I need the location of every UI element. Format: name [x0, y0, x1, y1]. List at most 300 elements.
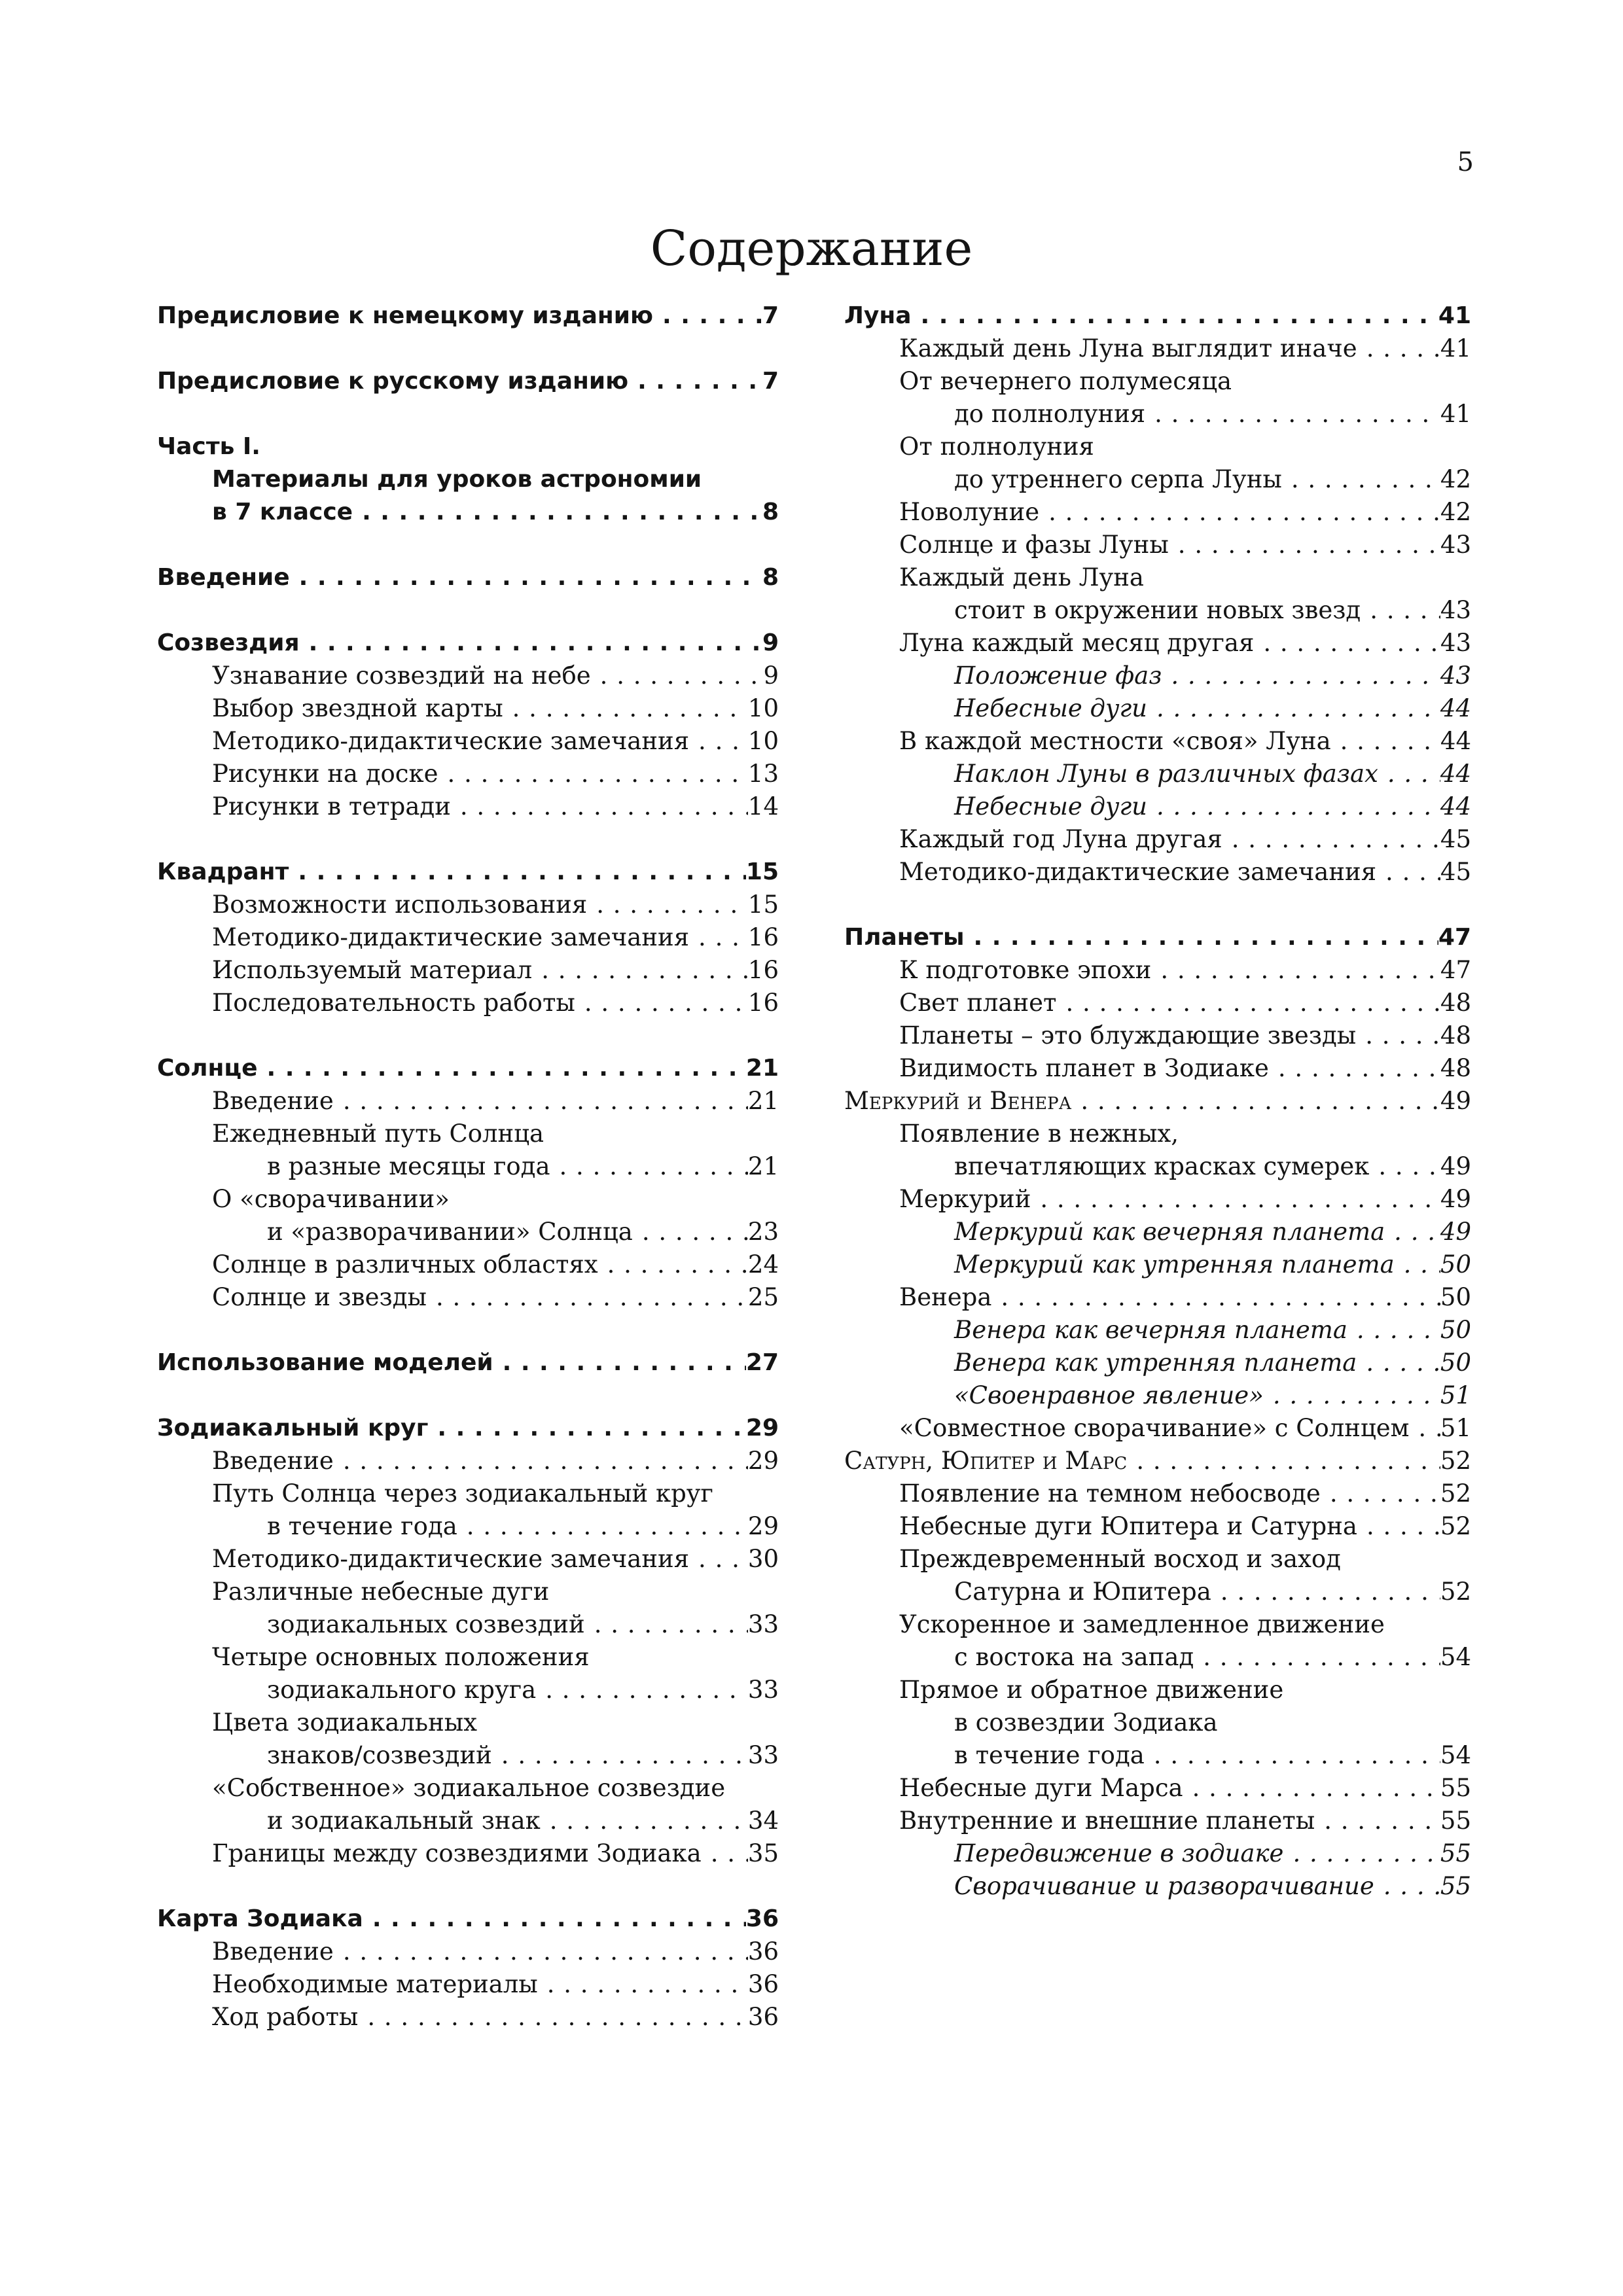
toc-entry [844, 1870, 1471, 1903]
toc-entry [157, 1150, 779, 1183]
toc-entry-page: 49 [1440, 1087, 1471, 1115]
toc-entry [844, 1543, 1471, 1576]
toc-entry-page: 55 [1440, 1807, 1471, 1835]
toc-entry-title: Путь Солнца через зодиакальный круг [212, 1479, 713, 1508]
toc-entry-title: Рисунки на доске [212, 760, 438, 788]
toc-dot-leader [591, 660, 764, 692]
toc-entry-title: Карта Зодиака [157, 1905, 363, 1932]
toc-entry-page: 43 [1440, 596, 1471, 624]
toc-entry [844, 1772, 1471, 1805]
toc-entry [844, 1805, 1471, 1837]
toc-dot-leader [1331, 725, 1440, 758]
toc-entry-title: в течение года [954, 1741, 1145, 1769]
toc-dot-leader [536, 1674, 748, 1706]
toc-entry [157, 1739, 779, 1772]
toc-entry-title: Наклон Луны в различных фазах [954, 760, 1378, 788]
toc-dot-leader [1282, 463, 1440, 496]
toc-entry-title: Преждевременный восход и заход [899, 1545, 1341, 1573]
toc-entry-title: знаков/созвездий [267, 1741, 492, 1769]
toc-dot-leader [532, 954, 748, 987]
toc-entry-page: 33 [747, 1676, 779, 1704]
toc-entry-title: Меркурий [899, 1185, 1031, 1213]
toc-entry [844, 1674, 1471, 1706]
page-number: 5 [1457, 147, 1474, 177]
toc-entry-title: Планеты [844, 924, 965, 951]
toc-dot-leader [503, 692, 748, 725]
toc-entry [157, 1183, 779, 1216]
toc-dot-leader [457, 1510, 748, 1543]
toc-dot-leader [575, 987, 748, 1019]
toc-dot-leader [1321, 1477, 1440, 1510]
toc-entry [157, 1248, 779, 1281]
toc-dot-leader [1057, 987, 1440, 1019]
toc-entry-page: 48 [1440, 989, 1471, 1017]
toc-entry [844, 725, 1471, 758]
toc-dot-leader [289, 856, 746, 889]
toc-dot-leader [1147, 790, 1440, 823]
toc-entry-title: Используемый материал [212, 956, 533, 984]
toc-entry-title: Каждый день Луна выглядит иначе [899, 334, 1357, 362]
toc-entry-title: зодиакального круга [267, 1676, 537, 1704]
toc-entry [844, 1576, 1471, 1608]
toc-right-column [844, 300, 1471, 1903]
toc-entry-page: 47 [1438, 924, 1471, 951]
toc-entry-page: 10 [747, 727, 779, 755]
toc-entry-page: 30 [747, 1545, 779, 1573]
toc-dot-leader [702, 1837, 748, 1870]
toc-entry-page: 54 [1440, 1741, 1471, 1769]
toc-entry-title: Предисловие к русскому изданию [157, 368, 629, 395]
toc-entry-title: Небесные дуги [954, 792, 1147, 821]
toc-entry-title: О «сворачивании» [212, 1185, 450, 1213]
toc-dot-leader [363, 1903, 746, 1935]
toc-entry-page: 23 [747, 1218, 779, 1246]
toc-entry [157, 1641, 779, 1674]
toc-entry-title: В каждой местности «своя» Луна [899, 727, 1331, 755]
toc-entry-page: 47 [1440, 956, 1471, 984]
toc-entry [844, 496, 1471, 529]
toc-entry-title: Внутренние и внешние планеты [899, 1807, 1315, 1835]
toc-entry-title: с востока на запад [954, 1643, 1194, 1671]
toc-dot-leader [334, 1085, 748, 1118]
toc-entry [157, 692, 779, 725]
toc-entry-title: Меркурий как утренняя планета [954, 1250, 1395, 1279]
toc-entry [157, 1412, 779, 1445]
toc-entry-page: 49 [1440, 1185, 1471, 1213]
toc-entry [844, 1510, 1471, 1543]
toc-dot-leader [1071, 1085, 1440, 1118]
toc-dot-leader [1183, 1772, 1440, 1805]
toc-entry-page: 35 [747, 1839, 779, 1867]
toc-entry [157, 856, 779, 889]
toc-entry [844, 1248, 1471, 1281]
toc-dot-leader [1369, 1150, 1440, 1183]
toc-entry [844, 954, 1471, 987]
toc-entry [844, 332, 1471, 365]
toc-entry-title: стоит в окружении новых звезд [954, 596, 1361, 624]
toc-entry-title: Каждый год Луна другая [899, 825, 1222, 853]
toc-entry-page: 48 [1440, 1054, 1471, 1082]
toc-entry [157, 1445, 779, 1477]
toc-entry-page: 43 [1440, 531, 1471, 559]
toc-entry-title: «Своенравное явление» [954, 1381, 1264, 1409]
toc-entry-title: Солнце в различных областях [212, 1250, 598, 1279]
toc-entry [844, 398, 1471, 431]
toc-dot-leader [1145, 1739, 1440, 1772]
toc-entry-page: 25 [747, 1283, 779, 1311]
toc-entry [844, 1085, 1471, 1118]
toc-entry [157, 889, 779, 921]
toc-entry [844, 561, 1471, 594]
toc-entry [844, 529, 1471, 561]
toc-entry [157, 1216, 779, 1248]
toc-entry [844, 1608, 1471, 1641]
toc-entry-page: 21 [747, 1152, 779, 1180]
toc-entry-page: 29 [747, 1447, 779, 1475]
toc-entry [844, 1118, 1471, 1150]
toc-entry [157, 1118, 779, 1150]
toc-entry-page: 55 [1440, 1872, 1471, 1900]
toc-dot-leader [689, 1543, 748, 1576]
toc-dot-leader [428, 1412, 745, 1445]
toc-entry [844, 856, 1471, 889]
toc-entry-page: 50 [1440, 1316, 1471, 1344]
toc-entry-page: 29 [747, 1512, 779, 1540]
toc-entry-title: От полнолуния [899, 433, 1094, 461]
toc-entry-title: Последовательность работы [212, 989, 575, 1017]
toc-entry-page: 29 [745, 1415, 779, 1441]
toc-entry [157, 1052, 779, 1085]
toc-entry [157, 1510, 779, 1543]
toc-entry-title: Методико-дидактические замечания [212, 923, 690, 951]
toc-entry-page: 15 [745, 858, 779, 885]
toc-entry-page: 36 [747, 1970, 779, 1998]
toc-entry-title: Введение [212, 1937, 334, 1966]
toc-entry [844, 1347, 1471, 1379]
toc-dot-leader [965, 921, 1438, 954]
toc-entry-page: 41 [1440, 334, 1471, 362]
toc-entry-page: 55 [1440, 1839, 1471, 1867]
toc-entry-title: и зодиакальный знак [267, 1807, 541, 1835]
toc-entry [157, 954, 779, 987]
toc-entry-page: 45 [1440, 858, 1471, 886]
toc-entry-page: 52 [1440, 1512, 1471, 1540]
toc-entry [844, 1052, 1471, 1085]
toc-entry [157, 1772, 779, 1805]
toc-entry [844, 660, 1471, 692]
toc-entry-title: Различные небесные дуги [212, 1578, 550, 1606]
toc-entry-title: Меркурий как вечерняя планета [954, 1218, 1385, 1246]
toc-entry [844, 823, 1471, 856]
toc-entry-page: 36 [747, 1937, 779, 1966]
toc-entry [157, 1674, 779, 1706]
toc-entry-page: 52 [1440, 1447, 1471, 1475]
toc-entry [844, 1445, 1471, 1477]
toc-entry [844, 1183, 1471, 1216]
toc-entry-page: 34 [747, 1807, 779, 1835]
toc-dot-leader [1145, 398, 1440, 431]
toc-dot-leader [538, 1968, 748, 2001]
toc-dot-leader [334, 1445, 748, 1477]
toc-entry [844, 1641, 1471, 1674]
toc-entry-page: 15 [747, 891, 779, 919]
toc-entry [157, 921, 779, 954]
toc-dot-leader [1222, 823, 1440, 856]
toc-entry-title: Квадрант [157, 858, 289, 885]
toc-entry-page: 7 [762, 302, 779, 329]
toc-entry-page: 43 [1440, 662, 1471, 690]
toc-dot-leader [1127, 1445, 1440, 1477]
toc-entry-page: 14 [747, 792, 779, 821]
toc-entry-page: 55 [1440, 1774, 1471, 1802]
toc-dot-leader [334, 1935, 748, 1968]
toc-entry-title: Прямое и обратное движение [899, 1676, 1284, 1704]
toc-entry-title: Ход работы [212, 2003, 359, 2031]
toc-entry-title: в 7 классе [212, 499, 353, 525]
toc-entry [157, 1543, 779, 1576]
toc-entry-title: Предисловие к немецкому изданию [157, 302, 653, 329]
toc-entry [157, 1477, 779, 1510]
toc-entry [844, 627, 1471, 660]
toc-dot-leader [689, 725, 748, 758]
toc-entry [844, 1314, 1471, 1347]
toc-entry-page: 9 [762, 629, 779, 656]
toc-entry-title: Границы между созвездиями Зодиака [212, 1839, 702, 1867]
toc-dot-leader [358, 2001, 748, 2034]
toc-entry [844, 1019, 1471, 1052]
toc-entry-page: 8 [762, 499, 779, 525]
toc-entry-title: Небесные дуги [954, 694, 1147, 722]
toc-entry-page: 21 [745, 1055, 779, 1082]
toc-entry [844, 1216, 1471, 1248]
toc-entry [844, 300, 1471, 332]
toc-entry-title: зодиакальных созвездий [267, 1610, 585, 1638]
toc-entry-title: «Собственное» зодиакальное созвездие [212, 1774, 726, 1802]
toc-entry-title: Введение [157, 564, 290, 591]
toc-dot-leader [653, 300, 762, 332]
toc-entry [157, 1968, 779, 2001]
toc-entry-page: 54 [1440, 1643, 1471, 1671]
toc-entry-title: Методико-дидактические замечания [212, 1545, 690, 1573]
toc-entry-page: 51 [1440, 1381, 1471, 1409]
toc-entry-title: Узнавание созвездий на небе [212, 662, 591, 690]
toc-dot-leader [492, 1739, 748, 1772]
toc-dot-leader [1162, 660, 1440, 692]
toc-dot-leader [1385, 1216, 1440, 1248]
toc-entry [157, 660, 779, 692]
toc-entry [157, 627, 779, 660]
toc-entry [844, 1837, 1471, 1870]
toc-dot-leader [1269, 1052, 1440, 1085]
toc-entry [157, 1347, 779, 1379]
toc-dot-leader [633, 1216, 748, 1248]
toc-entry [844, 987, 1471, 1019]
toc-entry-title: Свет планет [899, 989, 1057, 1017]
toc-dot-leader [1409, 1412, 1440, 1445]
toc-entry-page: 7 [762, 368, 779, 395]
toc-dot-leader [1356, 1019, 1440, 1052]
toc-entry-title: Методико-дидактические замечания [899, 858, 1377, 886]
toc-entry-title: Видимость планет в Зодиаке [899, 1054, 1269, 1082]
toc-entry-page: 44 [1440, 694, 1471, 722]
toc-entry-title: Каждый день Луна [899, 563, 1144, 592]
toc-dot-leader [1147, 692, 1440, 725]
toc-dot-leader [587, 889, 748, 921]
toc-entry-title: Созвездия [157, 629, 300, 656]
toc-entry [157, 790, 779, 823]
toc-entry [844, 758, 1471, 790]
toc-entry-title: Венера как утренняя планета [954, 1349, 1357, 1377]
toc-entry [844, 365, 1471, 398]
toc-dot-leader [493, 1347, 746, 1379]
toc-entry-title: Солнце и фазы Луны [899, 531, 1169, 559]
toc-entry-title: Солнце [157, 1055, 258, 1082]
toc-entry-title: и «разворачивании» Солнца [267, 1218, 633, 1246]
toc-entry [844, 594, 1471, 627]
toc-entry-title: до утреннего серпа Луны [954, 465, 1282, 493]
toc-entry-title: Сатурн, Юпитер и Марс [844, 1447, 1128, 1475]
toc-dot-leader [1378, 758, 1440, 790]
toc-dot-leader [1194, 1641, 1440, 1674]
toc-dot-leader [1357, 1347, 1440, 1379]
toc-entry [157, 300, 779, 332]
toc-entry-title: Зодиакальный круг [157, 1415, 429, 1441]
toc-entry-page: 16 [747, 923, 779, 951]
toc-entry-title: Луна [844, 302, 912, 329]
toc-entry-page: 41 [1438, 302, 1471, 329]
toc-entry [157, 2001, 779, 2034]
toc-entry [844, 790, 1471, 823]
toc-entry [844, 1706, 1471, 1739]
toc-dot-leader [1039, 496, 1440, 529]
toc-entry-page: 9 [763, 662, 779, 690]
toc-entry-page: 16 [747, 956, 779, 984]
toc-entry [157, 1805, 779, 1837]
toc-dot-leader [912, 300, 1438, 332]
toc-dot-leader [1361, 594, 1440, 627]
toc-entry-title: Часть I. [157, 433, 260, 460]
toc-entry-title: Венера как вечерняя планета [954, 1316, 1347, 1344]
toc-entry [157, 725, 779, 758]
toc-entry-page: 51 [1440, 1414, 1471, 1442]
toc-entry-page: 50 [1440, 1250, 1471, 1279]
toc-dot-leader [1357, 1510, 1440, 1543]
toc-entry-page: 41 [1440, 400, 1471, 428]
toc-dot-leader [1357, 332, 1440, 365]
toc-entry-page: 44 [1440, 760, 1471, 788]
toc-dot-leader [290, 561, 762, 594]
toc-dot-leader [585, 1608, 748, 1641]
toc-entry [157, 1281, 779, 1314]
toc-entry-title: Сворачивание и разворачивание [954, 1872, 1374, 1900]
toc-entry-page: 49 [1440, 1152, 1471, 1180]
toc-entry-title: «Совместное сворачивание» с Солнцем [899, 1414, 1410, 1442]
toc-dot-leader [598, 1248, 748, 1281]
toc-entry-page: 13 [747, 760, 779, 788]
toc-entry-title: Возможности использования [212, 891, 588, 919]
toc-dot-leader [451, 790, 748, 823]
toc-entry-title: Небесные дуги Юпитера и Сатурна [899, 1512, 1357, 1540]
toc-entry-page: 43 [1440, 629, 1471, 657]
toc-entry [157, 496, 779, 529]
toc-entry [157, 463, 779, 496]
toc-dot-leader [427, 1281, 748, 1314]
toc-dot-leader [1264, 1379, 1440, 1412]
toc-entry-title: Сатурна и Юпитера [954, 1578, 1211, 1606]
toc-dot-leader [1211, 1576, 1440, 1608]
toc-dot-leader [353, 496, 762, 529]
toc-dot-leader [1151, 954, 1440, 987]
toc-entry-page: 33 [747, 1741, 779, 1769]
toc-entry [844, 921, 1471, 954]
toc-entry-page: 44 [1440, 792, 1471, 821]
toc-entry [157, 1576, 779, 1608]
toc-entry-page: 10 [747, 694, 779, 722]
toc-entry-title: в созвездии Зодиака [954, 1708, 1218, 1737]
toc-dot-leader [991, 1281, 1440, 1314]
toc-dot-leader [628, 365, 762, 398]
toc-entry-title: Солнце и звезды [212, 1283, 427, 1311]
toc-entry-title: Выбор звездной карты [212, 694, 503, 722]
toc-entry [157, 1608, 779, 1641]
toc-entry-page: 48 [1440, 1021, 1471, 1050]
toc-entry-title: в течение года [267, 1512, 457, 1540]
toc-entry-title: Использование моделей [157, 1349, 493, 1376]
toc-dot-leader [258, 1052, 746, 1085]
toc-entry [844, 431, 1471, 463]
toc-entry-title: Введение [212, 1087, 334, 1115]
toc-entry-title: К подготовке эпохи [899, 956, 1152, 984]
toc-entry [844, 692, 1471, 725]
page-title: Содержание [650, 221, 973, 277]
toc-entry-title: впечатляющих красках сумерек [954, 1152, 1370, 1180]
toc-dot-leader [438, 758, 748, 790]
toc-entry-title: Положение фаз [954, 662, 1162, 690]
toc-entry [157, 1837, 779, 1870]
toc-entry [157, 1903, 779, 1935]
toc-entry-title: Появление в нежных, [899, 1120, 1179, 1148]
toc-left-column [157, 300, 779, 2034]
toc-entry-title: в разные месяцы года [267, 1152, 550, 1180]
toc-entry [844, 1281, 1471, 1314]
toc-entry-page: 50 [1440, 1349, 1471, 1377]
toc-entry-page: 36 [745, 1905, 779, 1932]
toc-dot-leader [1315, 1805, 1440, 1837]
toc-entry-page: 21 [747, 1087, 779, 1115]
toc-entry [157, 365, 779, 398]
toc-entry-title: Небесные дуги Марса [899, 1774, 1183, 1802]
toc-entry-page: 36 [747, 2003, 779, 2031]
toc-entry-title: Венера [899, 1283, 992, 1311]
toc-entry [844, 463, 1471, 496]
toc-entry-page: 52 [1440, 1578, 1471, 1606]
toc-entry-title: до полнолуния [954, 400, 1146, 428]
toc-entry [157, 561, 779, 594]
toc-entry [157, 1935, 779, 1968]
toc-entry [157, 987, 779, 1019]
toc-entry-page: 44 [1440, 727, 1471, 755]
toc-dot-leader [300, 627, 762, 660]
toc-entry [844, 1477, 1471, 1510]
toc-entry [157, 1085, 779, 1118]
toc-entry-page: 49 [1440, 1218, 1471, 1246]
toc-entry-title: От вечернего полумесяца [899, 367, 1232, 395]
toc-entry-title: Ежедневный путь Солнца [212, 1120, 544, 1148]
toc-dot-leader [1374, 1870, 1440, 1903]
toc-entry-page: 33 [747, 1610, 779, 1638]
toc-entry-title: Передвижение в зодиаке [954, 1839, 1284, 1867]
toc-entry-page: 27 [745, 1349, 779, 1376]
